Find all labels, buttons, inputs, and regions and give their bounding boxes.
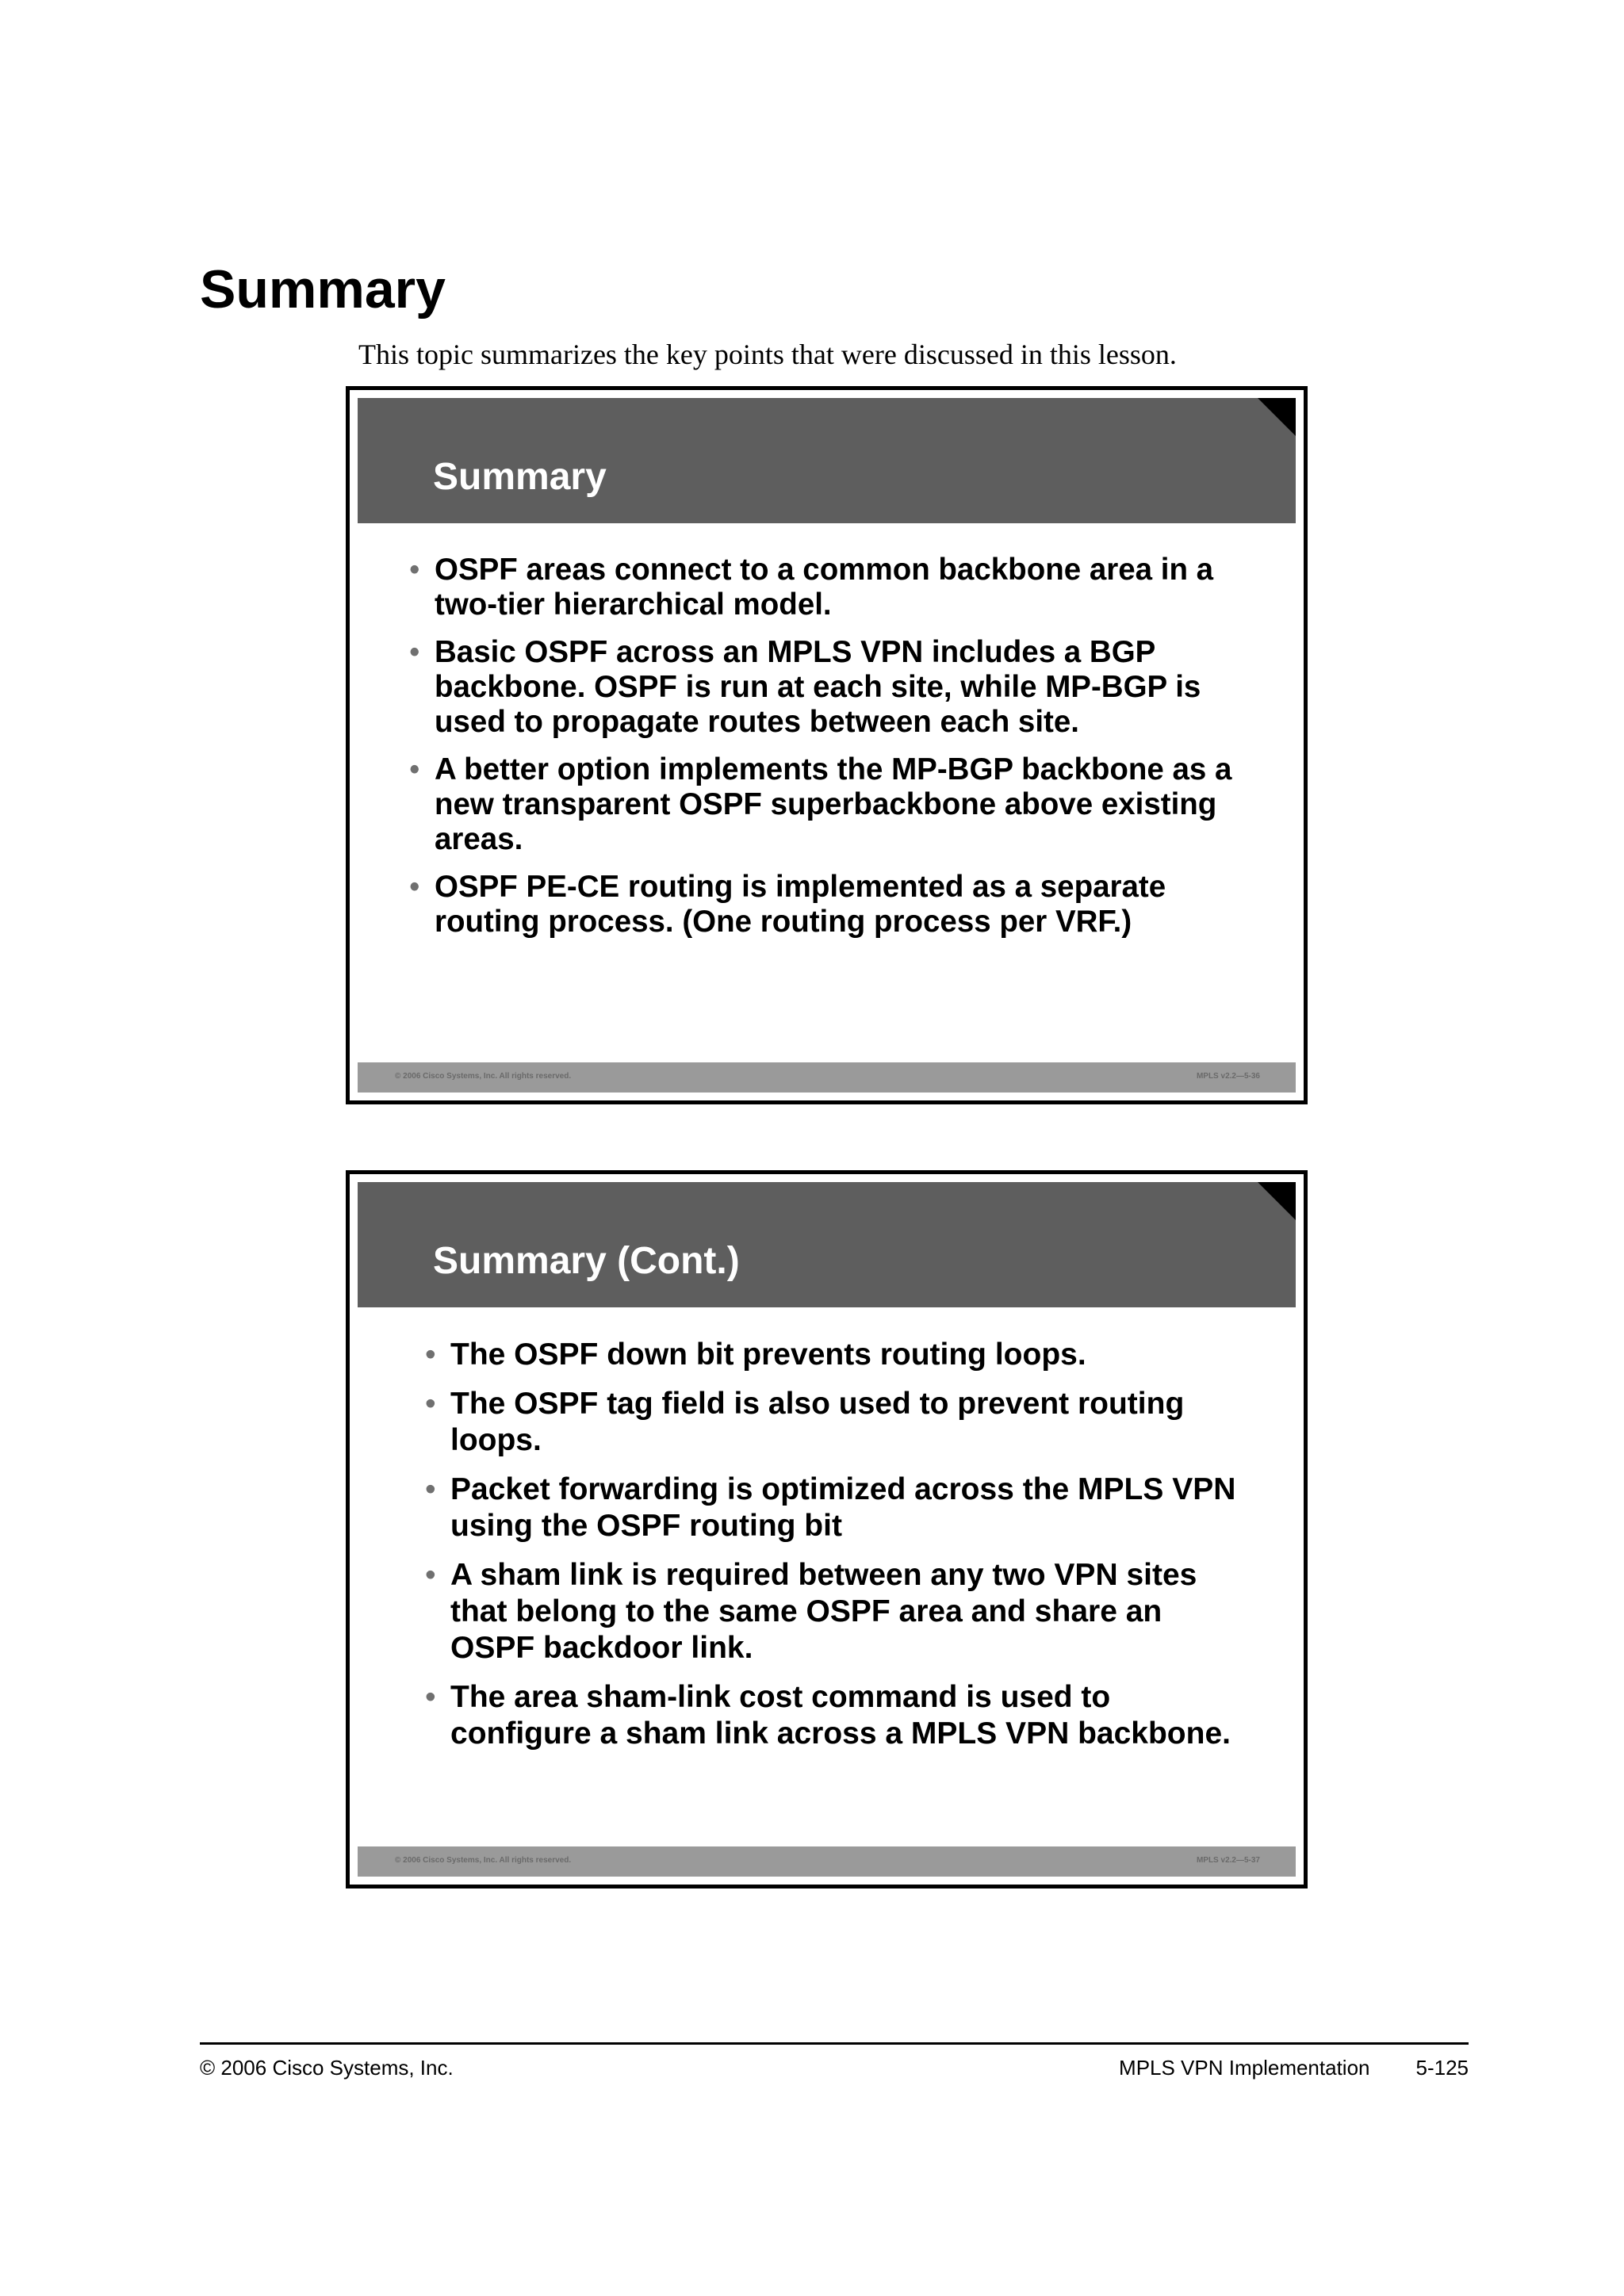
bullet-icon: • bbox=[409, 870, 420, 904]
slide-reference: MPLS v2.2—5-36 bbox=[1196, 1072, 1260, 1081]
bullet-text: Packet forwarding is optimized across the MPLS VPN using the OSPF routing bit bbox=[450, 1472, 1236, 1543]
slide-reference: MPLS v2.2—5-37 bbox=[1196, 1856, 1260, 1865]
bullet-text: The area sham-link cost command is used to configure a sham link across a MPLS VPN backbone. bbox=[450, 1680, 1231, 1751]
bullet-list bbox=[409, 553, 1250, 952]
bullet-item bbox=[409, 752, 1250, 857]
slide-copyright: © 2006 Cisco Systems, Inc. All rights reserved. bbox=[395, 1856, 572, 1865]
slide-header bbox=[358, 1182, 1296, 1307]
bullet-icon: • bbox=[425, 1472, 436, 1506]
page-number: 5-125 bbox=[1415, 2056, 1469, 2080]
slide-summary-cont bbox=[346, 1170, 1308, 1888]
corner-triangle-icon bbox=[1258, 398, 1296, 436]
slide-title: Summary bbox=[433, 456, 607, 498]
bullet-text: OSPF areas connect to a common backbone area in a two-tier hierarchical model. bbox=[435, 553, 1214, 622]
bullet-text: The OSPF tag field is also used to prevent routing loops. bbox=[450, 1387, 1185, 1457]
bullet-text: Basic OSPF across an MPLS VPN includes a BGP backbone. OSPF is run at each site, while MP-BGP is used to propagate routes between each site. bbox=[435, 635, 1201, 739]
bullet-item bbox=[409, 635, 1250, 740]
bullet-item bbox=[425, 1386, 1250, 1459]
bullet-icon: • bbox=[425, 1558, 436, 1592]
slide-header bbox=[358, 398, 1296, 523]
slide-copyright: © 2006 Cisco Systems, Inc. All rights reserved. bbox=[395, 1072, 572, 1081]
slide-title: Summary (Cont.) bbox=[433, 1240, 740, 1282]
page-heading: Summary bbox=[200, 259, 446, 320]
bullet-icon: • bbox=[425, 1680, 436, 1714]
bullet-icon: • bbox=[409, 752, 420, 786]
bullet-item bbox=[425, 1337, 1250, 1373]
bullet-text: A better option implements the MP-BGP backbone as a new transparent OSPF superbackbone above existing areas. bbox=[435, 752, 1232, 856]
page-footer-info bbox=[1119, 2055, 1469, 2080]
bullet-icon: • bbox=[409, 635, 420, 669]
bullet-text: The OSPF down bit prevents routing loops. bbox=[450, 1337, 1086, 1372]
bullet-icon: • bbox=[425, 1337, 436, 1372]
intro-text: This topic summarizes the key points that were discussed in this lesson. bbox=[358, 339, 1177, 370]
slide-footer-bar bbox=[358, 1062, 1296, 1093]
bullet-item bbox=[425, 1557, 1250, 1667]
bullet-icon: • bbox=[425, 1387, 436, 1421]
bullet-text: A sham link is required between any two VPN sites that belong to the same OSPF area and share an OSPF backdoor link. bbox=[450, 1558, 1197, 1665]
bullet-item bbox=[425, 1471, 1250, 1544]
bullet-item bbox=[409, 870, 1250, 939]
corner-triangle-icon bbox=[1258, 1182, 1296, 1220]
slide-footer-bar bbox=[358, 1846, 1296, 1877]
page-copyright: © 2006 Cisco Systems, Inc. bbox=[200, 2056, 454, 2080]
bullet-item bbox=[425, 1679, 1250, 1752]
course-title: MPLS VPN Implementation bbox=[1119, 2056, 1370, 2080]
footer-rule bbox=[200, 2042, 1469, 2045]
bullet-list bbox=[425, 1337, 1250, 1765]
bullet-icon: • bbox=[409, 553, 420, 587]
bullet-text: OSPF PE-CE routing is implemented as a separate routing process. (One routing process per VRF.) bbox=[435, 870, 1166, 939]
bullet-item bbox=[409, 553, 1250, 622]
slide-summary bbox=[346, 386, 1308, 1104]
